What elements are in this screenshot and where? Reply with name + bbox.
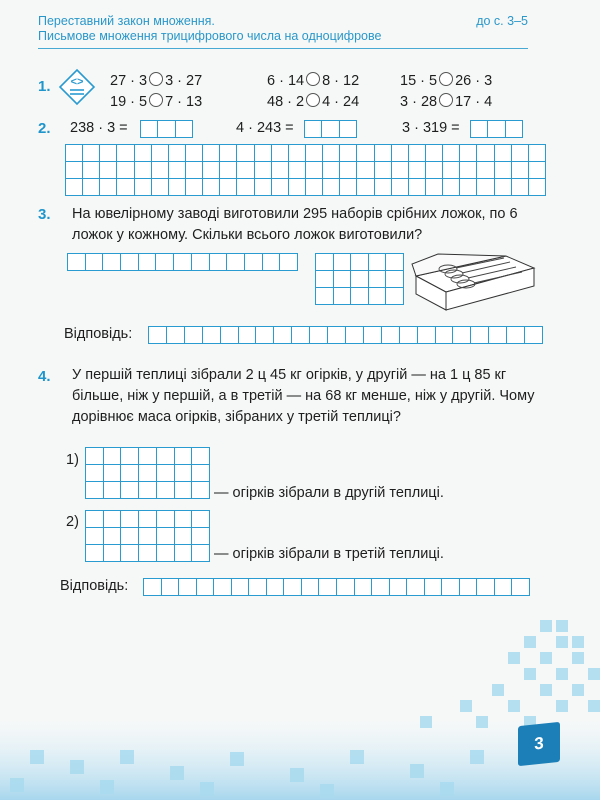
- grid-cell[interactable]: [186, 179, 203, 196]
- grid-cell[interactable]: [121, 482, 139, 499]
- grid-cell[interactable]: [267, 579, 285, 596]
- grid-cell[interactable]: [274, 327, 292, 344]
- grid-cell[interactable]: [364, 327, 382, 344]
- grid-cell[interactable]: [272, 162, 289, 179]
- grid-cell[interactable]: [175, 511, 193, 528]
- grid-cell[interactable]: [117, 145, 134, 162]
- grid-cell[interactable]: [323, 179, 340, 196]
- grid-cell[interactable]: [375, 179, 392, 196]
- grid-cell[interactable]: [152, 179, 169, 196]
- grid-cell[interactable]: [525, 327, 543, 344]
- grid-cell[interactable]: [232, 579, 250, 596]
- grid-cell[interactable]: [104, 448, 122, 465]
- grid-cell[interactable]: [255, 145, 272, 162]
- grid-cell[interactable]: [175, 482, 193, 499]
- task-4-text: У першій теплиці зібрали 2 ц 45 кг огірків, у другій — на 1 ц 85 кг більше, ніж у першій, а в третій — на 68 кг менше, ніж у другій. Чому дорівнює маса огірків, зібраних у третій теплиці?: [72, 367, 535, 425]
- grid-cell[interactable]: [152, 162, 169, 179]
- grid-cell[interactable]: [186, 162, 203, 179]
- grid-cell[interactable]: [139, 545, 157, 562]
- task-3-answer-label: Відповідь:: [64, 326, 133, 342]
- answer-line[interactable]: [148, 326, 543, 344]
- grid-cell[interactable]: [192, 545, 210, 562]
- grid-cell[interactable]: [86, 528, 104, 545]
- grid-cell[interactable]: [245, 254, 263, 271]
- answer-line[interactable]: [143, 578, 530, 596]
- grid-cell[interactable]: [280, 254, 298, 271]
- compare-item: [110, 93, 202, 110]
- grid-cell[interactable]: [443, 162, 460, 179]
- grid-cell[interactable]: [192, 482, 210, 499]
- grid-cell[interactable]: [174, 254, 192, 271]
- grid-cell[interactable]: [220, 162, 237, 179]
- grid-cell[interactable]: [104, 465, 122, 482]
- compare-right: 4 · 24: [322, 94, 360, 110]
- grid-cell[interactable]: [149, 327, 167, 344]
- grid-cell[interactable]: [323, 145, 340, 162]
- grid-cell[interactable]: [443, 179, 460, 196]
- compare-left: 3 · 28: [400, 94, 438, 110]
- grid-cell[interactable]: [175, 448, 193, 465]
- grid-cell[interactable]: [139, 465, 157, 482]
- grid-cell[interactable]: [409, 145, 426, 162]
- header-topic-2: Письмове множення трицифрового числа на одноцифрове: [38, 29, 382, 43]
- grid-cell[interactable]: [425, 579, 443, 596]
- step-2-grid[interactable]: [85, 510, 210, 562]
- grid-cell[interactable]: [86, 254, 104, 271]
- grid-cell[interactable]: [418, 327, 436, 344]
- grid-cell[interactable]: [382, 327, 400, 344]
- grid-cell[interactable]: [357, 162, 374, 179]
- header-topic-1: Переставний закон множення.: [38, 14, 215, 28]
- grid-cell[interactable]: [357, 145, 374, 162]
- grid-cell[interactable]: [210, 254, 228, 271]
- step-2-label: 2): [66, 514, 79, 530]
- work-grid-task-2[interactable]: [65, 144, 546, 196]
- grid-cell[interactable]: [351, 288, 369, 305]
- grid-cell[interactable]: [263, 254, 281, 271]
- grid-cell[interactable]: [369, 271, 387, 288]
- grid-cell[interactable]: [86, 465, 104, 482]
- grid-cell[interactable]: [392, 179, 409, 196]
- compare-item: [110, 72, 202, 89]
- grid-cell[interactable]: [203, 162, 220, 179]
- grid-cell[interactable]: [139, 482, 157, 499]
- grid-cell[interactable]: [86, 448, 104, 465]
- grid-cell[interactable]: [375, 145, 392, 162]
- header-page-ref: до с. 3–5: [476, 14, 528, 28]
- grid-cell[interactable]: [289, 162, 306, 179]
- grid-cell[interactable]: [256, 327, 274, 344]
- grid-cell[interactable]: [144, 579, 162, 596]
- grid-cell[interactable]: [203, 179, 220, 196]
- grid-cell[interactable]: [83, 145, 100, 162]
- grid-cell[interactable]: [369, 254, 387, 271]
- grid-cell[interactable]: [203, 327, 221, 344]
- grid-cell[interactable]: [351, 254, 369, 271]
- compare-left: 19 · 5: [110, 94, 148, 110]
- grid-cell[interactable]: [169, 179, 186, 196]
- grid-cell[interactable]: [357, 179, 374, 196]
- compare-right: 3 · 27: [165, 73, 203, 89]
- grid-cell[interactable]: [495, 179, 512, 196]
- grid-cell[interactable]: [104, 528, 122, 545]
- grid-cell[interactable]: [443, 145, 460, 162]
- compare-left: 27 · 3: [110, 73, 148, 89]
- grid-cell[interactable]: [512, 579, 530, 596]
- grid-cell[interactable]: [135, 145, 152, 162]
- grid-cell[interactable]: [316, 254, 334, 271]
- solution-line[interactable]: [67, 253, 298, 271]
- grid-cell[interactable]: [337, 579, 355, 596]
- grid-cell[interactable]: [346, 327, 364, 344]
- grid-cell[interactable]: [372, 579, 390, 596]
- grid-cell[interactable]: [175, 545, 193, 562]
- grid-cell[interactable]: [249, 579, 267, 596]
- grid-cell[interactable]: [386, 271, 404, 288]
- grid-cell[interactable]: [409, 179, 426, 196]
- grid-cell[interactable]: [237, 162, 254, 179]
- grid-cell[interactable]: [100, 179, 117, 196]
- grid-cell[interactable]: [220, 145, 237, 162]
- grid-cell[interactable]: [156, 254, 174, 271]
- grid-cell[interactable]: [471, 327, 489, 344]
- grid-cell[interactable]: [375, 162, 392, 179]
- grid-cell[interactable]: [83, 179, 100, 196]
- task-1-number: 1.: [38, 78, 51, 95]
- grid-cell[interactable]: [185, 327, 203, 344]
- grid-cell[interactable]: [139, 448, 157, 465]
- grid-cell[interactable]: [426, 145, 443, 162]
- spoon-box-illustration: [410, 246, 538, 312]
- header-divider: [38, 48, 528, 49]
- grid-cell[interactable]: [157, 448, 175, 465]
- grid-cell[interactable]: [192, 254, 210, 271]
- grid-cell[interactable]: [512, 145, 529, 162]
- grid-cell[interactable]: [477, 162, 494, 179]
- compare-circle[interactable]: [439, 72, 453, 86]
- grid-cell[interactable]: [121, 465, 139, 482]
- grid-cell[interactable]: [369, 288, 387, 305]
- grid-cell[interactable]: [169, 145, 186, 162]
- grid-cell[interactable]: [157, 528, 175, 545]
- grid-cell[interactable]: [489, 327, 507, 344]
- grid-cell[interactable]: [477, 179, 494, 196]
- compare-item: [267, 93, 359, 110]
- grid-cell[interactable]: [386, 254, 404, 271]
- grid-cell[interactable]: [66, 145, 83, 162]
- grid-cell[interactable]: [203, 145, 220, 162]
- page-number-badge: [518, 722, 560, 766]
- grid-cell[interactable]: [169, 162, 186, 179]
- grid-cell[interactable]: [104, 545, 122, 562]
- grid-cell[interactable]: [328, 327, 346, 344]
- grid-cell[interactable]: [192, 448, 210, 465]
- grid-cell[interactable]: [175, 528, 193, 545]
- grid-cell[interactable]: [292, 327, 310, 344]
- grid-cell[interactable]: [100, 145, 117, 162]
- grid-cell[interactable]: [66, 179, 83, 196]
- task-2-expr-1: 238 · 3 =: [70, 120, 128, 136]
- grid-cell[interactable]: [157, 465, 175, 482]
- answer-boxes[interactable]: [304, 120, 357, 138]
- step-1-text: — огірків зібрали в другій теплиці.: [214, 485, 444, 501]
- grid-cell[interactable]: [192, 528, 210, 545]
- grid-cell[interactable]: [340, 162, 357, 179]
- grid-cell[interactable]: [100, 162, 117, 179]
- grid-cell[interactable]: [392, 162, 409, 179]
- grid-cell[interactable]: [390, 579, 408, 596]
- grid-cell[interactable]: [477, 579, 495, 596]
- grid-cell[interactable]: [121, 448, 139, 465]
- grid-cell[interactable]: [495, 579, 513, 596]
- grid-cell[interactable]: [323, 162, 340, 179]
- grid-cell[interactable]: [239, 327, 257, 344]
- svg-text:<>: <>: [70, 76, 84, 88]
- grid-cell[interactable]: [302, 579, 320, 596]
- grid-cell[interactable]: [319, 579, 337, 596]
- calc-grid[interactable]: [315, 253, 404, 305]
- grid-cell[interactable]: [135, 179, 152, 196]
- compare-left: 15 · 5: [400, 73, 438, 89]
- compare-right: 17 · 4: [455, 94, 493, 110]
- page-header: [38, 14, 528, 44]
- grid-cell[interactable]: [86, 482, 104, 499]
- grid-cell[interactable]: [306, 145, 323, 162]
- grid-cell[interactable]: [512, 179, 529, 196]
- grid-cell[interactable]: [284, 579, 302, 596]
- grid-cell[interactable]: [306, 162, 323, 179]
- grid-cell[interactable]: [386, 288, 404, 305]
- grid-cell[interactable]: [179, 579, 197, 596]
- task-4-number: 4.: [38, 368, 51, 385]
- compare-signs-icon: [58, 68, 96, 106]
- answer-boxes[interactable]: [140, 120, 193, 138]
- compare-item: [267, 72, 359, 89]
- grid-cell[interactable]: [162, 579, 180, 596]
- grid-cell[interactable]: [86, 545, 104, 562]
- grid-cell[interactable]: [117, 179, 134, 196]
- compare-right: 7 · 13: [165, 94, 203, 110]
- compare-circle[interactable]: [439, 93, 453, 107]
- grid-cell[interactable]: [289, 145, 306, 162]
- grid-cell[interactable]: [426, 162, 443, 179]
- grid-cell[interactable]: [157, 545, 175, 562]
- grid-cell[interactable]: [400, 327, 418, 344]
- grid-cell[interactable]: [121, 545, 139, 562]
- grid-cell[interactable]: [152, 145, 169, 162]
- compare-right: 26 · 3: [455, 73, 493, 89]
- compare-circle[interactable]: [306, 72, 320, 86]
- grid-cell[interactable]: [477, 145, 494, 162]
- grid-cell[interactable]: [334, 254, 352, 271]
- grid-cell[interactable]: [167, 327, 185, 344]
- task-3-number: 3.: [38, 206, 51, 223]
- grid-cell[interactable]: [175, 465, 193, 482]
- grid-cell[interactable]: [121, 254, 139, 271]
- grid-cell[interactable]: [221, 327, 239, 344]
- grid-cell[interactable]: [306, 179, 323, 196]
- grid-cell[interactable]: [121, 528, 139, 545]
- grid-cell[interactable]: [334, 288, 352, 305]
- grid-cell[interactable]: [512, 162, 529, 179]
- grid-cell[interactable]: [460, 579, 478, 596]
- grid-cell[interactable]: [495, 145, 512, 162]
- grid-cell[interactable]: [442, 579, 460, 596]
- grid-cell[interactable]: [104, 511, 122, 528]
- grid-cell[interactable]: [186, 145, 203, 162]
- page-number: 3: [534, 733, 544, 754]
- step-2-text: — огірків зібрали в третій теплиці.: [214, 546, 444, 562]
- task-2-number: 2.: [38, 120, 51, 137]
- grid-cell[interactable]: [340, 179, 357, 196]
- grid-cell[interactable]: [436, 327, 454, 344]
- grid-cell[interactable]: [460, 162, 477, 179]
- grid-cell[interactable]: [117, 162, 134, 179]
- grid-cell[interactable]: [426, 179, 443, 196]
- grid-cell[interactable]: [157, 511, 175, 528]
- grid-cell[interactable]: [340, 145, 357, 162]
- grid-cell[interactable]: [355, 579, 373, 596]
- grid-cell[interactable]: [139, 511, 157, 528]
- compare-circle[interactable]: [149, 72, 163, 86]
- grid-cell[interactable]: [453, 327, 471, 344]
- grid-cell[interactable]: [157, 482, 175, 499]
- grid-cell[interactable]: [409, 162, 426, 179]
- grid-cell[interactable]: [495, 162, 512, 179]
- grid-cell[interactable]: [392, 145, 409, 162]
- task-4-answer-label: Відповідь:: [60, 578, 129, 594]
- task-2-expr-3: 3 · 319 =: [402, 120, 460, 136]
- grid-cell[interactable]: [237, 179, 254, 196]
- grid-cell[interactable]: [139, 254, 157, 271]
- grid-cell[interactable]: [316, 271, 334, 288]
- compare-circle[interactable]: [149, 93, 163, 107]
- grid-cell[interactable]: [135, 162, 152, 179]
- compare-item: [400, 93, 492, 110]
- grid-cell[interactable]: [237, 145, 254, 162]
- grid-cell[interactable]: [272, 179, 289, 196]
- step-1-grid[interactable]: [85, 447, 210, 499]
- grid-cell[interactable]: [334, 271, 352, 288]
- grid-cell[interactable]: [460, 145, 477, 162]
- grid-cell[interactable]: [103, 254, 121, 271]
- grid-cell[interactable]: [68, 254, 86, 271]
- grid-cell[interactable]: [255, 162, 272, 179]
- grid-cell[interactable]: [272, 145, 289, 162]
- task-3-text: На ювелірному заводі виготовили 295 наборів срібних ложок, по 6 ложок у кожному. Скільки всього ложок виготовили?: [72, 206, 518, 243]
- grid-cell[interactable]: [255, 179, 272, 196]
- grid-cell[interactable]: [289, 179, 306, 196]
- grid-cell[interactable]: [66, 162, 83, 179]
- compare-left: 6 · 14: [267, 73, 305, 89]
- grid-cell[interactable]: [197, 579, 215, 596]
- grid-cell[interactable]: [139, 528, 157, 545]
- answer-boxes[interactable]: [470, 120, 523, 138]
- compare-circle[interactable]: [306, 93, 320, 107]
- grid-cell[interactable]: [316, 288, 334, 305]
- grid-cell[interactable]: [227, 254, 245, 271]
- grid-cell[interactable]: [460, 179, 477, 196]
- step-1-label: 1): [66, 452, 79, 468]
- compare-left: 48 · 2: [267, 94, 305, 110]
- grid-cell[interactable]: [220, 179, 237, 196]
- grid-cell[interactable]: [121, 511, 139, 528]
- grid-cell[interactable]: [529, 145, 546, 162]
- task-2-expr-2: 4 · 243 =: [236, 120, 294, 136]
- grid-cell[interactable]: [310, 327, 328, 344]
- grid-cell[interactable]: [86, 511, 104, 528]
- compare-right: 8 · 12: [322, 73, 360, 89]
- grid-cell[interactable]: [192, 511, 210, 528]
- grid-cell[interactable]: [529, 162, 546, 179]
- grid-cell[interactable]: [192, 465, 210, 482]
- grid-cell[interactable]: [104, 482, 122, 499]
- grid-cell[interactable]: [214, 579, 232, 596]
- compare-item: [400, 72, 492, 89]
- grid-cell[interactable]: [529, 179, 546, 196]
- grid-cell[interactable]: [83, 162, 100, 179]
- grid-cell[interactable]: [407, 579, 425, 596]
- decorative-tiles: [0, 600, 600, 800]
- grid-cell[interactable]: [507, 327, 525, 344]
- grid-cell[interactable]: [351, 271, 369, 288]
